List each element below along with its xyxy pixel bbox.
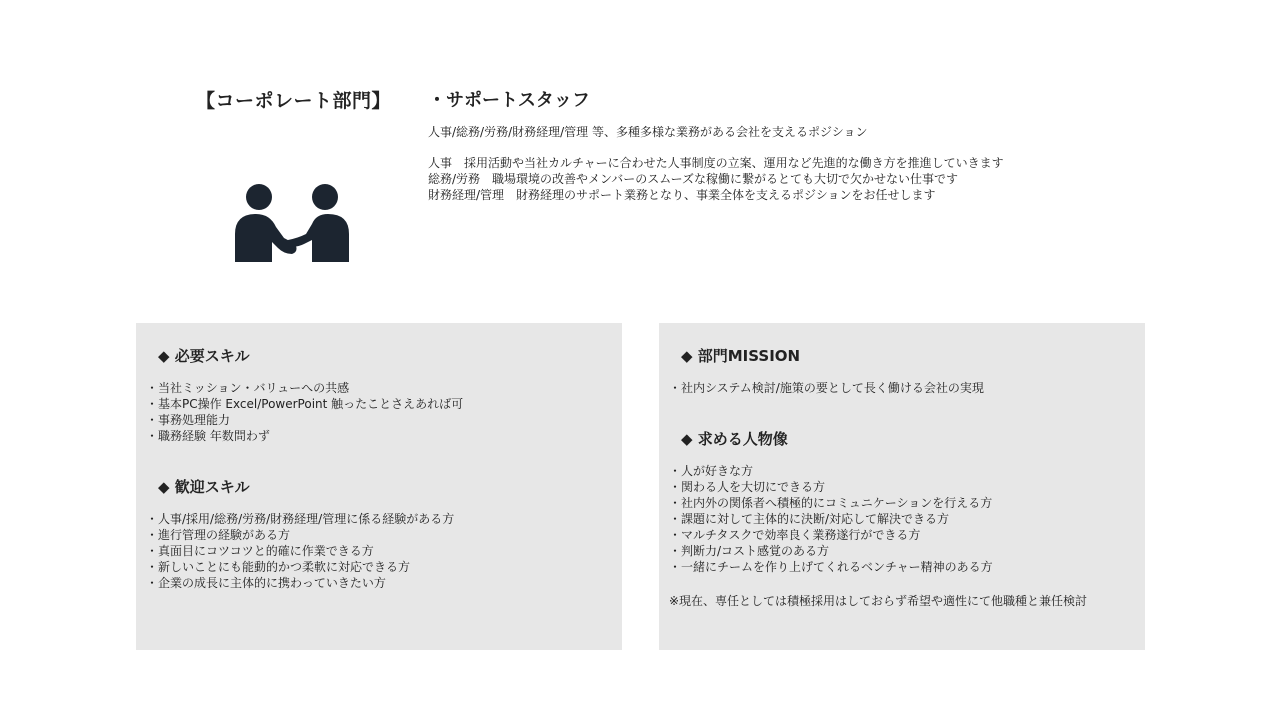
required-skills-list: [146, 380, 463, 444]
mission-list: [669, 380, 984, 396]
list-item: ・判断力/コスト感覚のある方: [669, 544, 830, 558]
persona-list: [669, 463, 993, 575]
persona-heading: ◆ 求める人物像: [681, 430, 788, 448]
handshake-people-icon: [232, 182, 352, 264]
mission-panel: [659, 323, 1145, 650]
required-skills-heading: ◆ 必要スキル: [158, 347, 250, 365]
list-item: ・基本PC操作 Excel/PowerPoint 触ったことさえあれば可: [146, 397, 464, 411]
list-item: ・人が好きな方: [669, 464, 754, 478]
note-text: ※現在、専任としては積極採用はしておらず希望や適性にて他職種と兼任検討: [669, 594, 1088, 608]
welcome-skills-list: [146, 511, 454, 591]
description-hr: 人事 採用活動や当社カルチャーに合わせた人事制度の立案、運用など先進的な働き方を推進していきます: [428, 156, 1004, 170]
list-item: ・関わる人を大切にできる方: [669, 480, 826, 494]
skills-panel: [136, 323, 622, 650]
list-item: ・進行管理の経験がある方: [146, 528, 291, 542]
list-item: ・人事/採用/総務/労務/財務経理/管理に係る経験がある方: [146, 512, 455, 526]
list-item: ・マルチタスクで効率良く業務遂行ができる方: [669, 528, 921, 542]
description-general-affairs: 総務/労務 職場環境の改善やメンバーのスムーズな稼働に繋がるとても大切で欠かせない仕事です: [428, 172, 959, 186]
list-item: ・一緒にチームを作り上げてくれるベンチャー精神のある方: [669, 560, 993, 574]
list-item: ・真面目にコツコツと的確に作業できる方: [146, 544, 374, 558]
department-title: 【コーポレート部門】: [196, 90, 392, 112]
list-item: ・職務経験 年数問わず: [146, 429, 270, 443]
list-item: ・事務処理能力: [146, 413, 231, 427]
list-item: ・当社ミッション・バリューへの共感: [146, 381, 350, 395]
list-item: ・社内システム検討/施策の要として長く働ける会社の実現: [669, 381, 984, 395]
list-item: ・新しいことにも能動的かつ柔軟に対応できる方: [146, 560, 411, 574]
list-item: ・課題に対して主体的に決断/対応して解決できる方: [669, 512, 950, 526]
position-title: ・サポートスタッフ: [428, 90, 590, 111]
position-summary: 人事/総務/労務/財務経理/管理 等、多種多様な業務がある会社を支えるポジション: [428, 125, 868, 139]
position-descriptions: [428, 155, 1004, 203]
welcome-skills-heading: ◆ 歓迎スキル: [158, 478, 250, 496]
list-item: ・企業の成長に主体的に携わっていきたい方: [146, 576, 386, 590]
list-item: ・社内外の関係者へ積極的にコミュニケーションを行える方: [669, 496, 993, 510]
mission-heading: ◆ 部門MISSION: [681, 347, 801, 365]
description-finance: 財務経理/管理 財務経理のサポート業務となり、事業全体を支えるポジションをお任せします: [428, 188, 936, 202]
